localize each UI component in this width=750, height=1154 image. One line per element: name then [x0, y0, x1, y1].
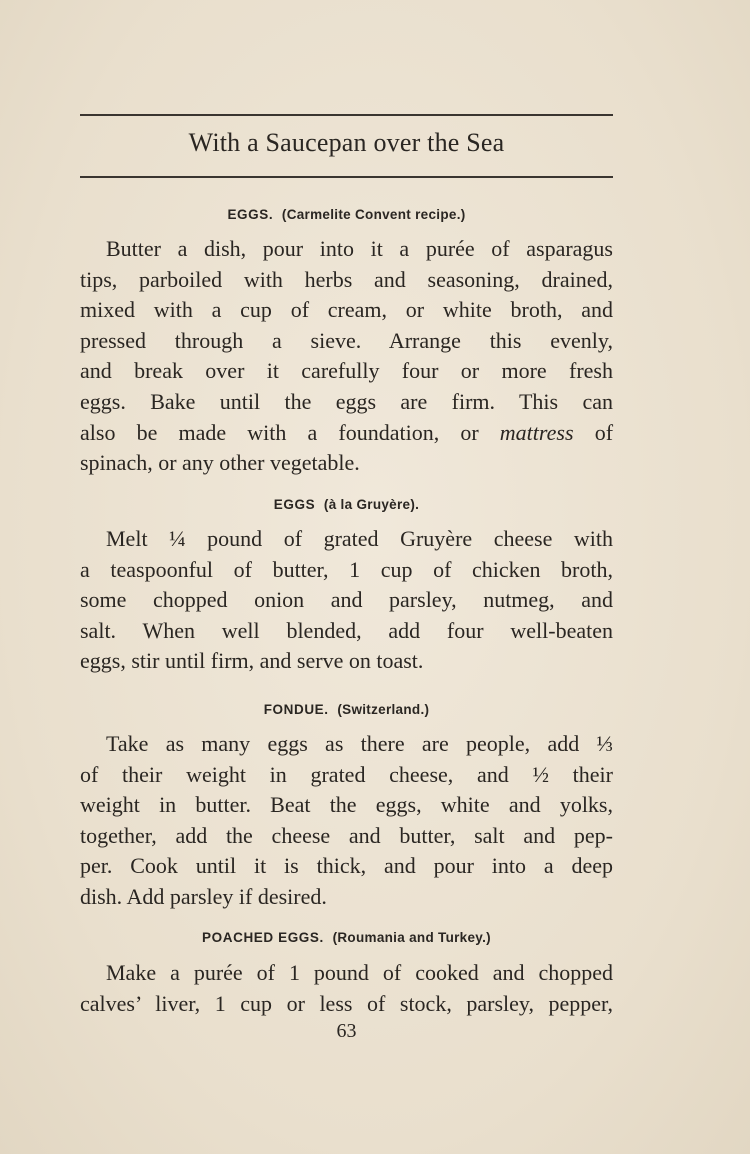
text-line: tips, parboiled with herbs and seasoning, drained, — [80, 266, 613, 292]
recipe-title: POACHED EGGS. — [202, 930, 324, 945]
text-line: together, add the cheese and butter, salt and pep- — [80, 822, 613, 848]
recipe-subtitle: (à la Gruyère). — [323, 497, 420, 512]
text-line: a teaspoonful of butter, 1 cup of chicken broth, — [80, 556, 613, 582]
italic-word: mattress — [499, 419, 574, 445]
page-number: 63 — [336, 1020, 357, 1042]
text-line: weight in butter. Beat the eggs, white and yolks, — [80, 792, 613, 818]
recipe-heading — [80, 930, 613, 945]
recipe-heading — [80, 207, 613, 222]
text-segment: of — [594, 419, 614, 445]
text-line: eggs, stir until firm, and serve on toast. — [80, 648, 424, 674]
recipe-text — [80, 524, 613, 677]
text-line: salt. When well blended, add four well-beaten — [80, 617, 613, 643]
header-rule-bottom — [80, 176, 613, 178]
text-line: Take as many eggs as there are people, add ⅓ — [106, 731, 613, 756]
recipe-title: EGGS. — [227, 207, 274, 222]
text-line: eggs. Bake until the eggs are firm. This can — [80, 388, 613, 414]
running-head: With a Saucepan over the Sea — [188, 128, 505, 157]
recipe-title: EGGS — [273, 497, 316, 512]
text-line: per. Cook until it is thick, and pour into a deep — [80, 853, 613, 879]
recipe-subtitle: (Carmelite Convent recipe.) — [281, 207, 466, 222]
text-line: of their weight in grated cheese, and ½ their — [80, 761, 613, 787]
text-line: Melt ¼ pound of grated Gruyère cheese with — [106, 526, 613, 551]
text-line: pressed through a sieve. Arrange this evenly, — [80, 327, 613, 353]
recipe-subtitle: (Switzerland.) — [337, 702, 430, 717]
recipe-heading — [80, 702, 613, 717]
recipe-title: FONDUE. — [263, 702, 329, 717]
text-line: mixed with a cup of cream, or white broth, and — [80, 297, 613, 323]
text-line — [80, 418, 613, 449]
text-line: and break over it carefully four or more fresh — [80, 358, 613, 384]
text-line: dish. Add parsley if desired. — [80, 883, 327, 909]
text-segment: also be made with a foundation, or — [80, 419, 479, 445]
recipe-text — [80, 234, 613, 479]
recipe-text — [80, 958, 613, 1019]
text-line: spinach, or any other vegetable. — [80, 450, 360, 476]
recipe-text — [80, 729, 613, 913]
text-line: Make a purée of 1 pound of cooked and chopped — [106, 960, 613, 985]
text-line: Butter a dish, pour into it a purée of asparagus — [106, 236, 613, 261]
text-line: some chopped onion and parsley, nutmeg, and — [80, 587, 613, 613]
text-line: calves’ liver, 1 cup or less of stock, parsley, pepper, — [80, 990, 613, 1016]
recipe-subtitle: (Roumania and Turkey.) — [332, 930, 491, 945]
header-rule-top — [80, 114, 613, 116]
recipe-heading — [80, 497, 613, 512]
